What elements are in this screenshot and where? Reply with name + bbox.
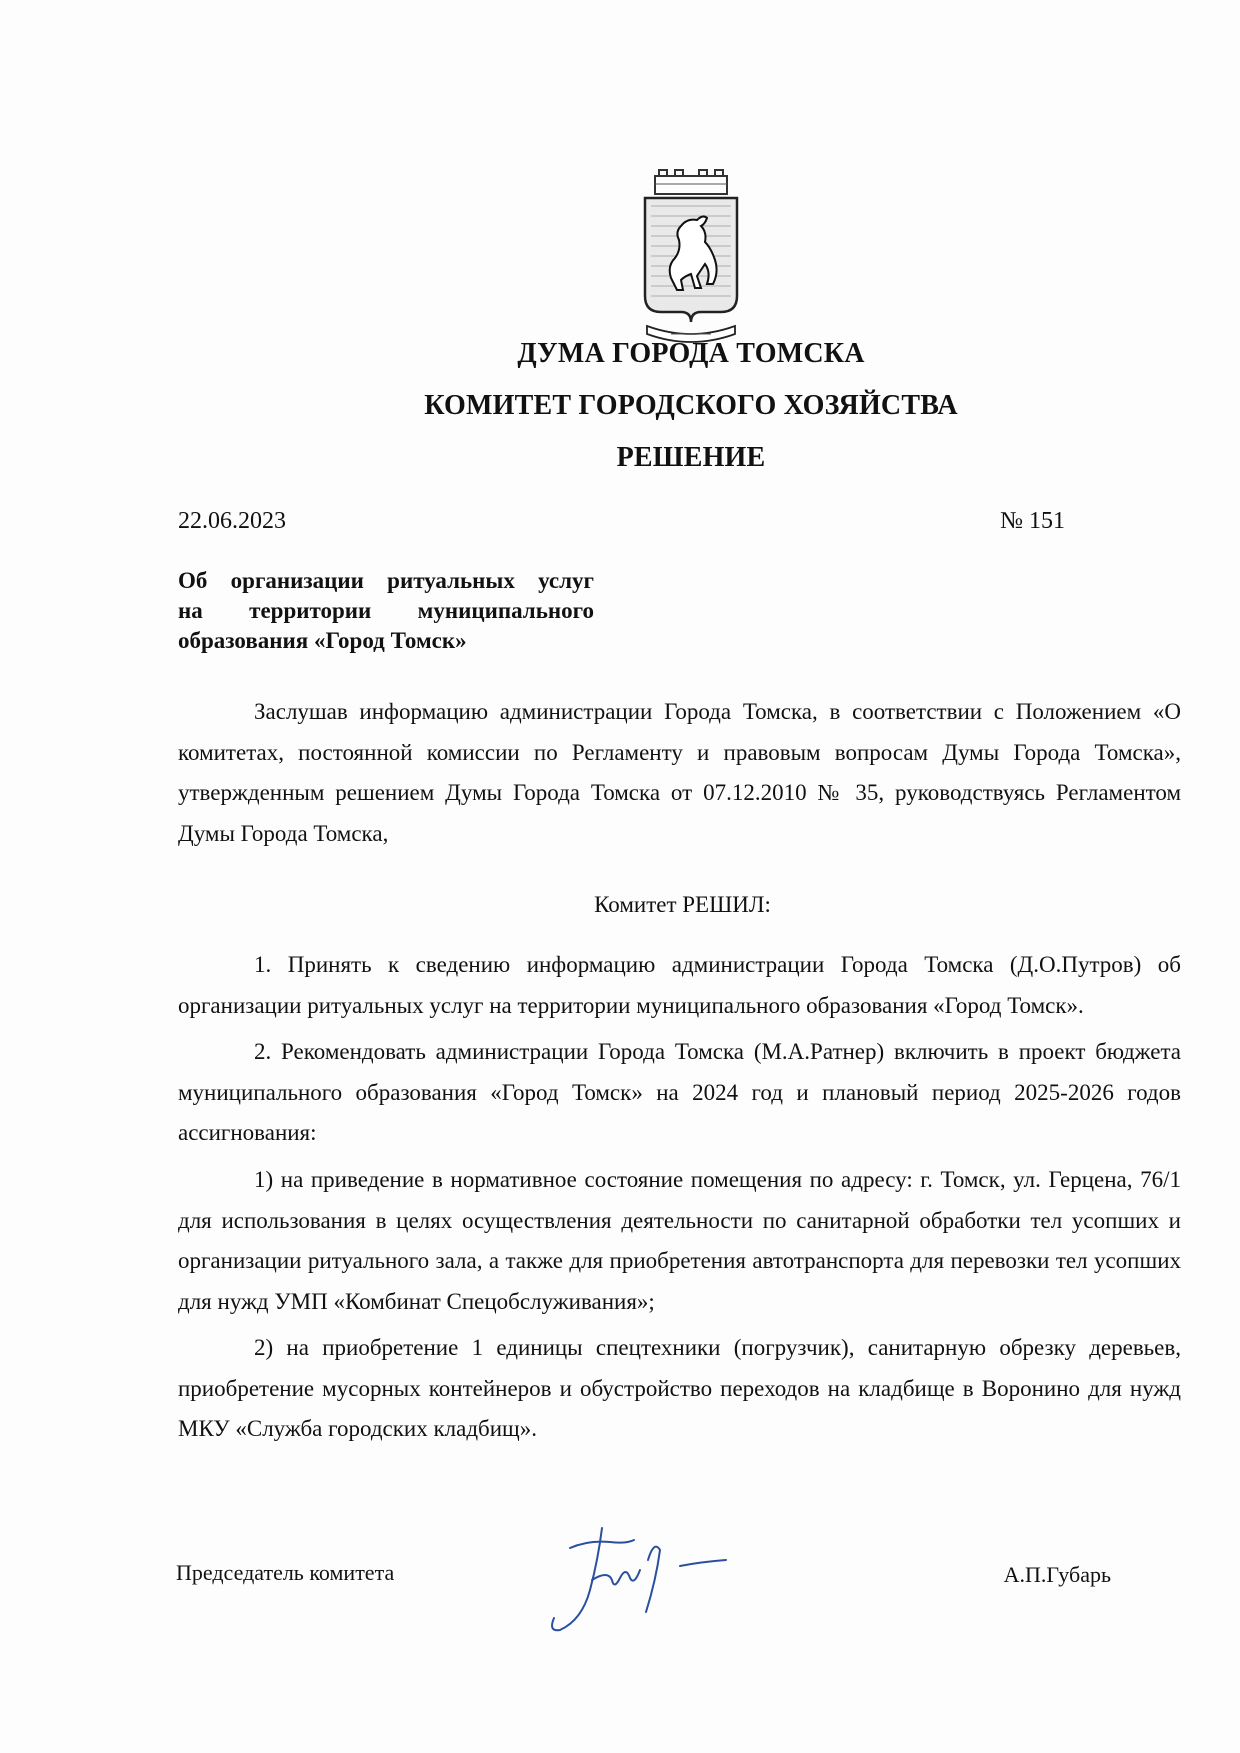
committee-title: КОМИТЕТ ГОРОДСКОГО ХОЗЯЙСТВА (424, 390, 958, 421)
subject-line: на территории муниципального (178, 598, 594, 623)
decision-heading: Комитет РЕШИЛ: (594, 892, 771, 917)
decision-subitem-2: 2) на приобретение 1 единицы спецтехники (погрузчик), санитарную обрезку деревьев, приобретение мусорных контейнеров и обустройство переходов на кладбище в Воронино для нужд МКУ «Служба городских кладбищ». (178, 1335, 1181, 1441)
document-type-title: РЕШЕНИЕ (616, 442, 766, 473)
subject-line: Об организации ритуальных услуг (178, 568, 594, 593)
decision-item-2: 2. Рекомендовать администрации Города Томска (М.А.Ратнер) включить в проект бюджета муниципального образования «Город Томск» на 2024 год и плановый период 2025-2026 годов ассигнования: (178, 1039, 1181, 1145)
organization-title: ДУМА ГОРОДА ТОМСКА (517, 338, 865, 369)
document-date: 22.06.2023 (178, 508, 286, 534)
tomsk-coat-of-arms-icon (641, 166, 741, 346)
preamble-paragraph: Заслушав информацию администрации Города Томска, в соответствии с Положением «О комитетах, постоянной комиссии по Регламенту и правовым вопросам Думы Города Томска», утвержденным решением Думы Города Томска от 07.12.2010 № 35, руководствуясь Регламентом Думы Города Томска, (178, 699, 1181, 846)
document-number: № 151 (1000, 508, 1065, 534)
signatory-name: А.П.Губарь (1003, 1562, 1111, 1587)
subject-line: образования «Город Томск» (178, 628, 467, 653)
decision-item-1: 1. Принять к сведению информацию администрации Города Томска (Д.О.Путров) об организации ритуальных услуг на территории муниципального образования «Город Томск». (178, 952, 1181, 1018)
document-subject (178, 566, 594, 656)
signatory-title: Председатель комитета (176, 1560, 395, 1585)
decision-subitem-1: 1) на приведение в нормативное состояние помещения по адресу: г. Томск, ул. Герцена, 76/1 для использования в целях осуществления деятельности по санитарной обработки тел усопших и организации ритуального зала, а также для приобретения автотранспорта для перевозки тел усопших для нужд УМП «Комбинат Спецобслуживания»; (178, 1167, 1181, 1314)
handwritten-signature-icon (530, 1520, 780, 1640)
